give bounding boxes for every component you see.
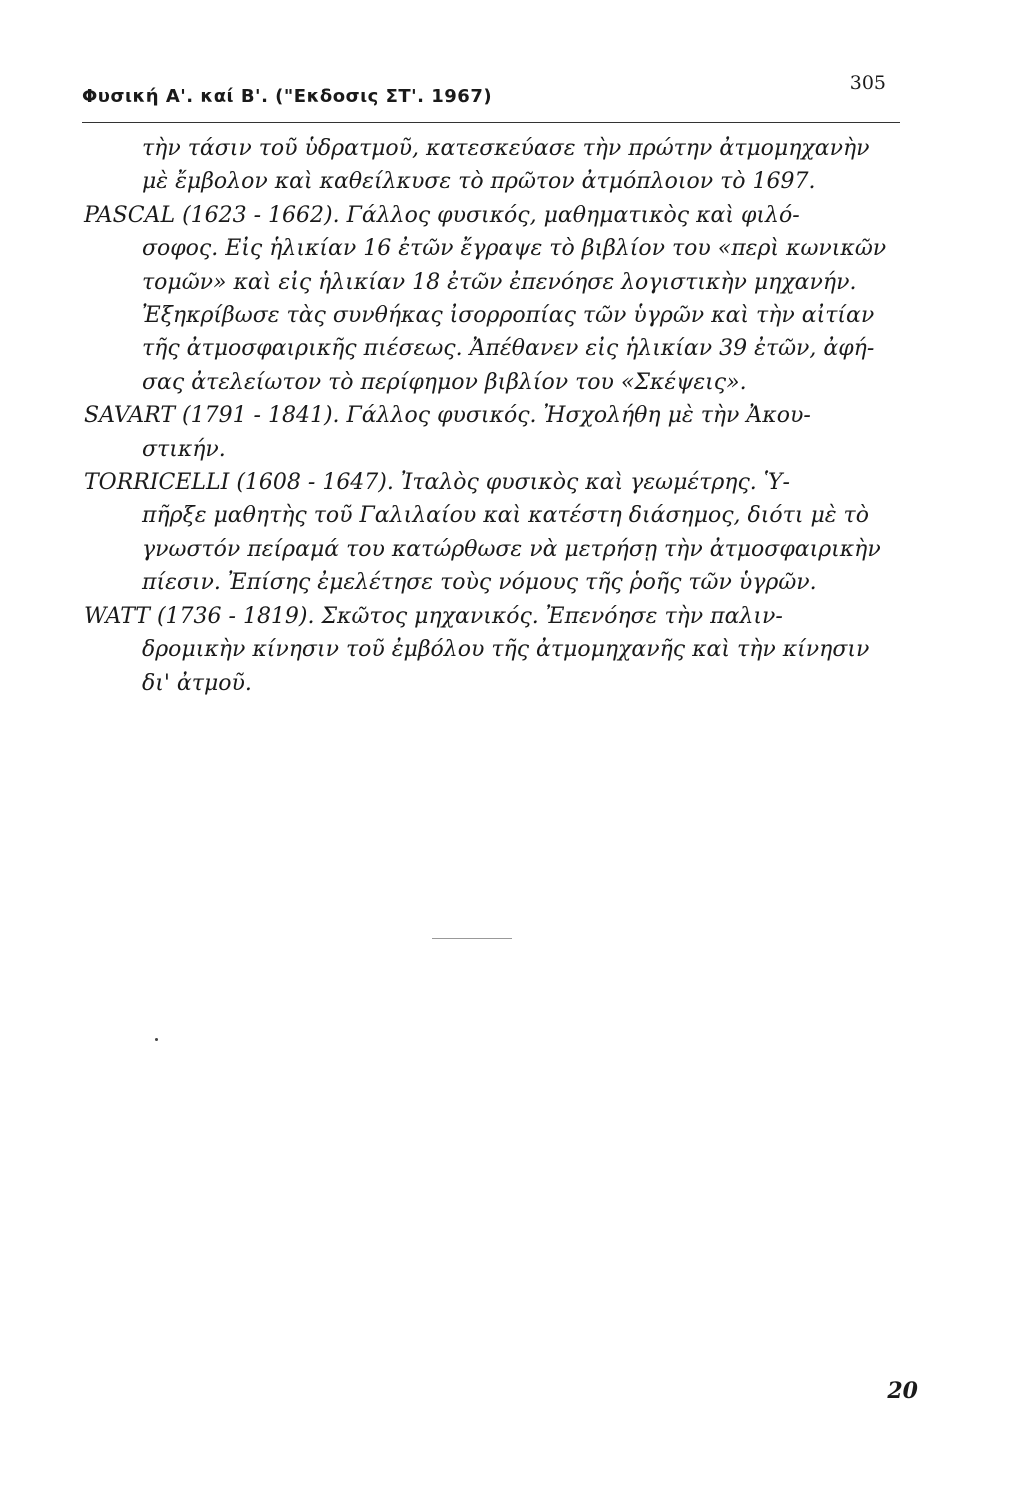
text-line: πίεσιν. Ἐπίσης ἐμελέτησε τοὺς νόμους τῆς ῥοῆς τῶν ὑγρῶν. — [142, 570, 817, 596]
text-line: στικήν. — [142, 436, 226, 462]
biography-text — [84, 132, 906, 700]
entry-pascal: PASCAL (1623 - 1662). Γάλλος φυσικός, μαθηματικὸς καὶ φιλό- — [84, 202, 800, 228]
running-head: Φυσική Α'. καί Β'. ("Εκδοσις ΣΤ'. 1967) — [82, 86, 493, 107]
text-line: γνωστόν πείραμά του κατώρθωσε νὰ μετρήσῃ τὴν ἀτμοσφαιρικὴν — [142, 536, 881, 562]
text-line: δι' ἀτμοῦ. — [142, 670, 252, 696]
separator-rule — [432, 938, 512, 939]
page-header — [82, 68, 900, 123]
ink-speck — [155, 1038, 158, 1041]
text-line: τομῶν» καὶ εἰς ἡλικίαν 18 ἐτῶν ἐπενόησε λογιστικὴν μηχανήν. — [142, 269, 857, 295]
text-line: σας ἀτελείωτον τὸ περίφημον βιβλίον του «Σκέψεις». — [142, 369, 747, 395]
entry-watt: WATT (1736 - 1819). Σκῶτος μηχανικός. Ἐπενόησε τὴν παλιν- — [84, 603, 783, 629]
text-line: μὲ ἔμβολον καὶ καθείλκυσε τὸ πρῶτον ἀτμόπλοιον τὸ 1697. — [142, 169, 816, 195]
text-line: Ἐξηκρίβωσε τὰς συνθήκας ἰσορροπίας τῶν ὑγρῶν καὶ τὴν αἰτίαν — [142, 303, 875, 329]
signature-mark: 20 — [887, 1378, 918, 1404]
text-line: τῆς ἀτμοσφαιρικῆς πιέσεως. Ἀπέθανεν εἰς ἡλικίαν 39 ἐτῶν, ἀφή- — [142, 336, 875, 362]
entry-savart: SAVART (1791 - 1841). Γάλλος φυσικός. Ἠσχολήθη μὲ τὴν Ἀκου- — [84, 403, 811, 429]
text-line: σοφος. Εἰς ἡλικίαν 16 ἐτῶν ἔγραψε τὸ βιβλίον του «περὶ κωνικῶν — [142, 236, 887, 262]
page-number: 305 — [849, 72, 886, 94]
text-line: δρομικὴν κίνησιν τοῦ ἐμβόλου τῆς ἀτμομηχανῆς καὶ τὴν κίνησιν — [142, 637, 870, 663]
text-line: τὴν τάσιν τοῦ ὑδρατμοῦ, κατεσκεύασε τὴν πρώτην ἀτμομηχανὴν — [142, 136, 870, 161]
entry-torricelli: TORRICELLI (1608 - 1647). Ἰταλὸς φυσικὸς καὶ γεωμέτρης. Ὑ- — [84, 470, 790, 496]
text-line: πῆρξε μαθητὴς τοῦ Γαλιλαίου καὶ κατέστη διάσημος, διότι μὲ τὸ — [142, 503, 869, 529]
